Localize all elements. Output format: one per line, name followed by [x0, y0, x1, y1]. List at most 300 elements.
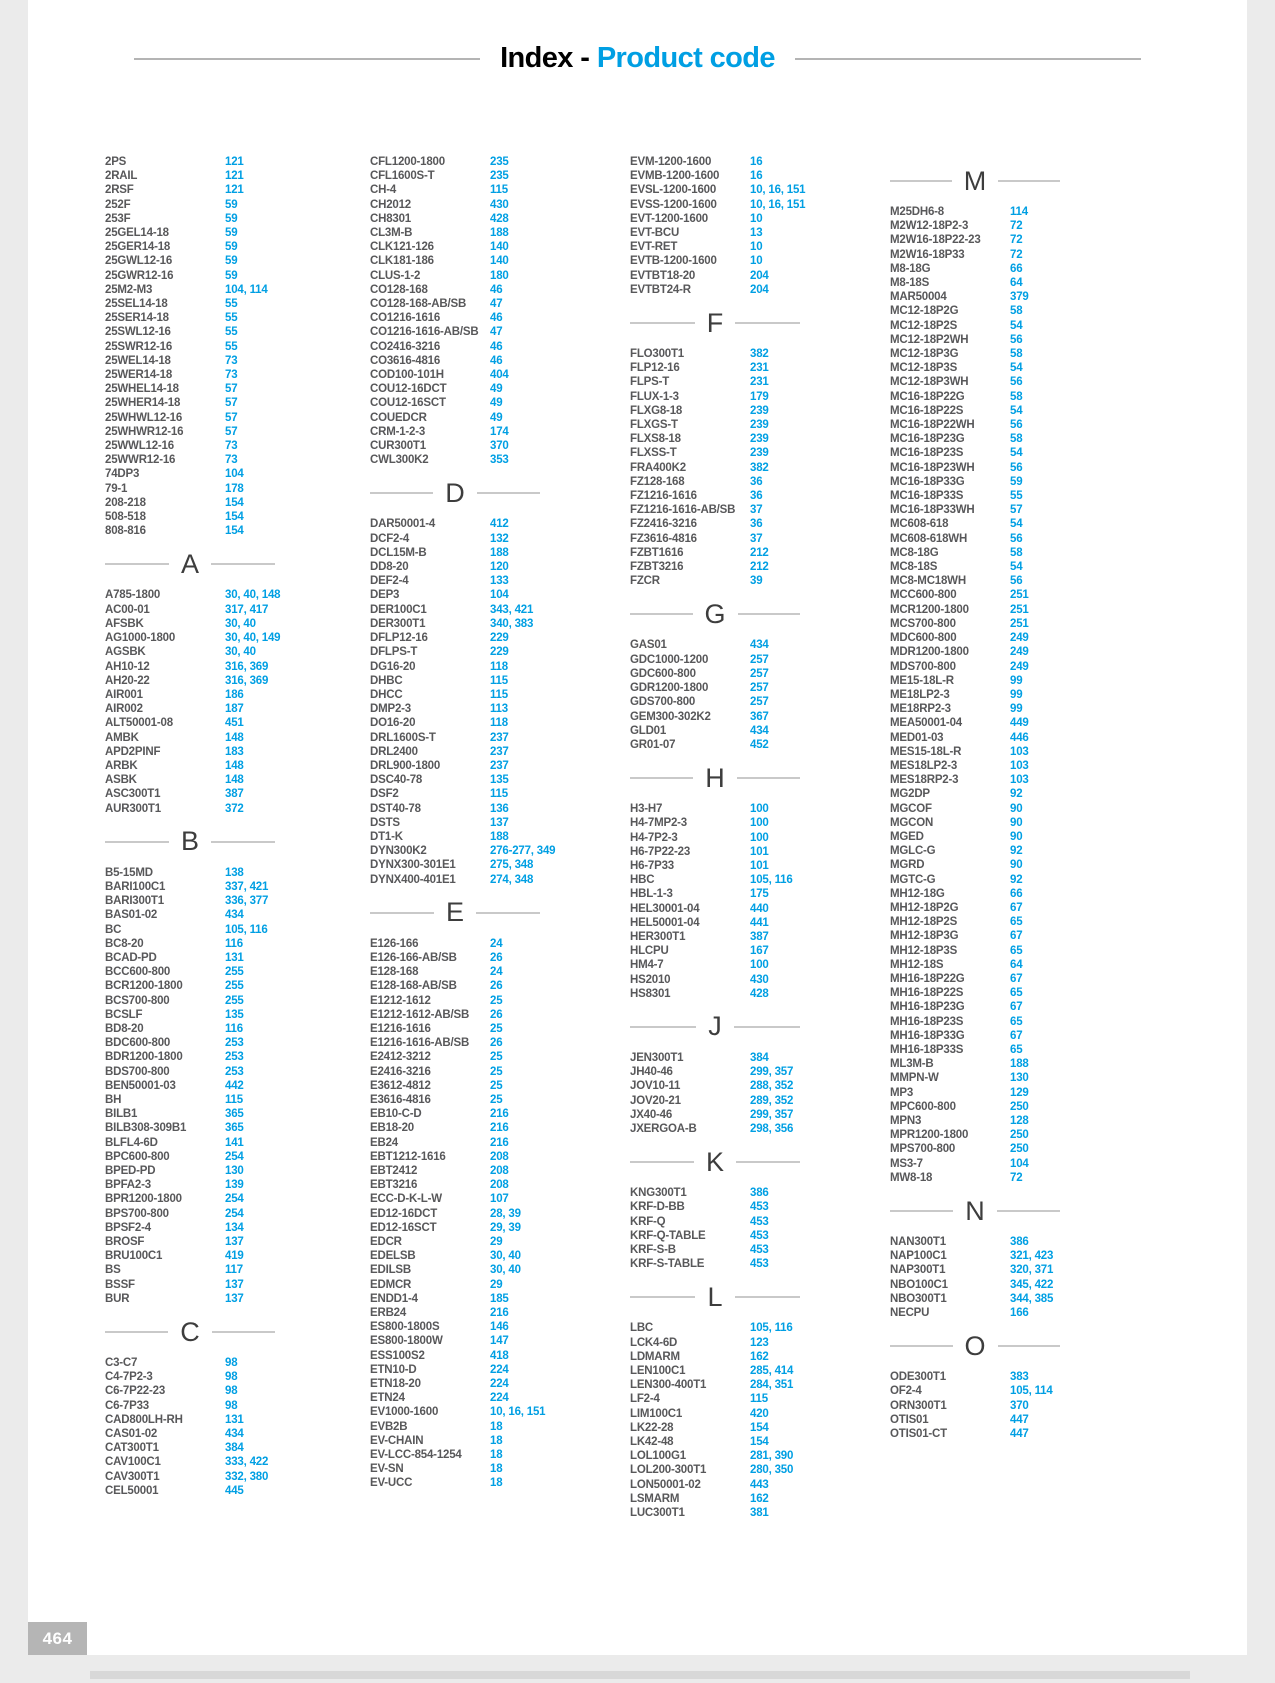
index-entry: [890, 787, 1130, 801]
entry-pages: 13: [750, 227, 763, 240]
entry-pages: 115: [225, 1093, 243, 1106]
entry-code: MC16-18P22G: [890, 390, 965, 403]
entry-code: A785-1800: [105, 589, 161, 602]
index-entry: [630, 1392, 870, 1406]
entry-pages: 251: [1010, 589, 1029, 602]
entry-pages: 49: [490, 397, 503, 410]
index-entry: [370, 1121, 610, 1135]
index-entry: [105, 439, 345, 453]
entry-pages: 98: [225, 1399, 238, 1412]
index-entry: [370, 283, 610, 297]
entry-pages: 251: [1010, 603, 1029, 616]
index-entry: [890, 958, 1130, 972]
entry-code: ARBK: [105, 759, 138, 772]
index-entry: [890, 1171, 1130, 1185]
entry-pages: 56: [1010, 461, 1023, 474]
index-entry: [890, 233, 1130, 247]
entry-code: CAT300T1: [105, 1442, 159, 1455]
entry-pages: 92: [1010, 788, 1023, 801]
entry-code: FZ2416-3216: [630, 518, 697, 531]
entry-pages: 274, 348: [490, 873, 534, 886]
entry-code: DRL900-1800: [370, 759, 441, 772]
index-entry: [630, 461, 870, 475]
entry-code: DD8-20: [370, 561, 409, 574]
index-entry: [105, 745, 345, 759]
index-entry: [370, 169, 610, 183]
entry-pages: 26: [490, 1037, 503, 1050]
entry-code: MH12-18P3G: [890, 930, 959, 943]
index-entry: [890, 517, 1130, 531]
entry-code: BROSF: [105, 1236, 145, 1249]
entry-pages: 188: [490, 227, 509, 240]
index-entry: [890, 802, 1130, 816]
entry-code: LEN300-400T1: [630, 1379, 707, 1392]
entry-pages: 257: [750, 667, 769, 680]
entry-code: COD100-101H: [370, 369, 444, 382]
entry-pages: 90: [1010, 859, 1023, 872]
entry-pages: 56: [1010, 376, 1023, 389]
index-entry: [630, 1378, 870, 1392]
index-entry: [630, 347, 870, 361]
entry-code: 25WHWR12-16: [105, 425, 184, 438]
index-entry: [105, 617, 345, 631]
entry-pages: 30, 40, 149: [225, 632, 281, 645]
entry-pages: 128: [1010, 1115, 1029, 1127]
index-entry: [105, 1235, 345, 1249]
entry-code: ME18LP2-3: [890, 688, 950, 701]
index-entry: [370, 802, 610, 816]
index-entry: [105, 382, 345, 396]
entry-code: GLD01: [630, 724, 667, 737]
entry-code: EDMCR: [370, 1278, 412, 1291]
index-entry: [890, 1413, 1130, 1427]
index-entry: [890, 759, 1130, 773]
index-entry: [105, 1136, 345, 1150]
entry-pages: 250: [1010, 1143, 1029, 1156]
entry-code: CFL1600S-T: [370, 170, 435, 183]
index-entry: [105, 226, 345, 240]
entry-code: ERB24: [370, 1307, 407, 1320]
index-entry: [370, 1434, 610, 1448]
entry-code: MED01-03: [890, 731, 944, 744]
entry-pages: 117: [225, 1264, 243, 1277]
entry-code: CH-4: [370, 184, 397, 197]
entry-code: CAV300T1: [105, 1470, 160, 1483]
entry-pages: 90: [1010, 802, 1023, 815]
section-header-H: [630, 763, 800, 793]
index-entry: [370, 645, 610, 659]
entry-pages: 289, 352: [750, 1094, 794, 1107]
entry-code: CO1216-1616-AB/SB: [370, 326, 479, 339]
entry-code: BLFL4-6D: [105, 1136, 158, 1149]
entry-pages: 208: [490, 1179, 509, 1192]
section-line: [630, 322, 695, 324]
index-entry: [630, 532, 870, 546]
page-title-blue: Product code: [596, 42, 775, 74]
entry-pages: 25: [490, 1051, 503, 1064]
entry-pages: 367: [750, 710, 769, 723]
index-entry: [890, 1399, 1130, 1413]
entry-pages: 49: [490, 383, 503, 396]
index-entry: [370, 1448, 610, 1462]
entry-code: LEN100C1: [630, 1365, 686, 1377]
index-entry: [370, 844, 610, 858]
entry-code: CAS01-02: [105, 1428, 158, 1441]
index-entry: [370, 1349, 610, 1363]
entry-code: BCS700-800: [105, 994, 170, 1007]
entry-pages: 255: [225, 980, 244, 993]
index-entry: [630, 845, 870, 859]
index-entry: [630, 1200, 870, 1214]
entry-code: BILB308-309B1: [105, 1122, 187, 1135]
index-entry: [890, 887, 1130, 901]
index-entry: [105, 802, 345, 816]
entry-pages: 166: [1010, 1307, 1029, 1320]
entry-pages: 235: [490, 156, 509, 168]
index-entry: [370, 1065, 610, 1079]
index-entry: [890, 446, 1130, 460]
entry-pages: 25: [490, 1065, 503, 1078]
index-entry: [630, 254, 870, 268]
index-entry: [890, 915, 1130, 929]
entry-pages: 103: [1010, 745, 1029, 758]
section-line: [998, 1345, 1061, 1347]
entry-pages: 224: [490, 1378, 509, 1391]
index-entry: [105, 688, 345, 702]
index-entry: [890, 873, 1130, 887]
index-entry: [105, 880, 345, 894]
index-entry: [370, 382, 610, 396]
section-line: [211, 841, 275, 843]
entry-pages: 28, 39: [490, 1207, 521, 1220]
title-line-right: [795, 58, 1141, 60]
index-entry: [630, 361, 870, 375]
entry-pages: 18: [490, 1434, 503, 1447]
index-entry: [630, 1478, 870, 1492]
entry-code: MH12-18P2G: [890, 901, 959, 914]
entry-pages: 162: [750, 1492, 769, 1505]
index-entry: [105, 1263, 345, 1277]
entry-code: HLCPU: [630, 945, 669, 958]
entry-pages: 254: [225, 1207, 244, 1220]
index-entry: [890, 773, 1130, 787]
index-entry: [630, 816, 870, 830]
index-entry: [890, 546, 1130, 560]
entry-pages: 115: [750, 1393, 768, 1406]
section-line: [105, 1331, 168, 1333]
entry-code: BILB1: [105, 1108, 138, 1121]
index-entry: [890, 1100, 1130, 1114]
page-title-black: Index -: [500, 42, 590, 74]
index-entry: [370, 951, 610, 965]
index-entry: [370, 745, 610, 759]
index-entry: [630, 1094, 870, 1108]
index-entry: [890, 290, 1130, 304]
entry-code: DSF2: [370, 788, 399, 801]
entry-pages: 344, 385: [1010, 1292, 1054, 1305]
index-entry: [630, 653, 870, 667]
entry-code: MS3-7: [890, 1157, 923, 1170]
index-entry: [890, 1086, 1130, 1100]
entry-code: DT1-K: [370, 830, 403, 843]
entry-pages: 56: [1010, 532, 1023, 545]
index-entry: [630, 695, 870, 709]
entry-pages: 25: [490, 1079, 503, 1092]
entry-code: ETN24: [370, 1392, 405, 1405]
entry-code: JOV20-21: [630, 1094, 681, 1107]
index-entry: [370, 1278, 610, 1292]
index-entry: [890, 1278, 1130, 1292]
index-entry: [890, 972, 1130, 986]
entry-pages: 284, 351: [750, 1379, 794, 1392]
index-entry: [370, 816, 610, 830]
entry-code: EBT3216: [370, 1179, 418, 1192]
entry-code: CLK121-126: [370, 241, 434, 254]
entry-code: LIM100C1: [630, 1407, 683, 1420]
index-entry: [105, 1441, 345, 1455]
index-entry: [370, 1050, 610, 1064]
index-entry: [630, 802, 870, 816]
entry-pages: 36: [750, 490, 763, 503]
entry-code: BSSF: [105, 1278, 135, 1291]
entry-pages: 299, 357: [750, 1066, 794, 1079]
entry-pages: 254: [225, 1150, 244, 1163]
index-entry: [105, 496, 345, 510]
entry-code: 25GWL12-16: [105, 255, 173, 268]
entry-pages: 237: [490, 731, 509, 744]
index-entry: [630, 1492, 870, 1506]
entry-code: EDILSB: [370, 1264, 411, 1277]
entry-pages: 105, 114: [1010, 1385, 1053, 1398]
index-entry: [370, 240, 610, 254]
entry-code: LDMARM: [630, 1350, 680, 1363]
entry-code: E126-166-AB/SB: [370, 951, 457, 964]
index-entry: [630, 1257, 870, 1271]
entry-code: AH10-12: [105, 660, 150, 673]
entry-code: EVT-RET: [630, 241, 678, 254]
entry-pages: 453: [750, 1201, 769, 1214]
index-entry: [890, 702, 1130, 716]
entry-pages: 276-277, 349: [490, 845, 556, 858]
section-letter: E: [446, 897, 465, 928]
entry-code: GAS01: [630, 639, 667, 652]
entry-code: MC608-618WH: [890, 532, 968, 545]
index-entry: [890, 1029, 1130, 1043]
section-letter: B: [181, 826, 200, 857]
index-entry: [890, 333, 1130, 347]
entry-pages: 54: [1010, 404, 1023, 417]
index-entry: [890, 304, 1130, 318]
entry-code: 208-218: [105, 496, 146, 509]
entry-pages: 46: [490, 283, 503, 296]
section-header-E: [370, 898, 540, 928]
entry-code: EBT1212-1616: [370, 1150, 446, 1163]
section-letter: H: [705, 762, 725, 793]
entry-code: BD8-20: [105, 1022, 144, 1035]
index-entry: [105, 908, 345, 922]
entry-code: 25WWL12-16: [105, 440, 174, 453]
entry-code: DER100C1: [370, 603, 427, 616]
entry-code: GDS700-800: [630, 696, 696, 709]
entry-pages: 135: [225, 1008, 244, 1021]
entry-pages: 57: [225, 383, 238, 396]
entry-pages: 46: [490, 354, 503, 367]
entry-code: BDC600-800: [105, 1037, 171, 1050]
index-entry: [105, 1399, 345, 1413]
entry-pages: 280, 350: [750, 1464, 794, 1477]
entry-pages: 105, 116: [225, 923, 268, 936]
entry-code: CH8301: [370, 212, 411, 225]
entry-code: AFSBK: [105, 617, 144, 630]
section-header-F: [630, 308, 800, 338]
index-entry: [105, 1008, 345, 1022]
index-entry: [630, 1079, 870, 1093]
entry-code: 808-816: [105, 525, 146, 538]
index-entry: [105, 1384, 345, 1398]
index-entry: [630, 1463, 870, 1477]
entry-pages: 445: [225, 1484, 244, 1497]
entry-pages: 418: [490, 1349, 509, 1362]
entry-code: EV-SN: [370, 1463, 404, 1476]
entry-code: CRM-1-2-3: [370, 425, 426, 438]
entry-code: KRF-D-BB: [630, 1201, 685, 1214]
entry-pages: 56: [1010, 333, 1023, 346]
entry-pages: 188: [490, 546, 509, 559]
entry-code: OTIS01: [890, 1413, 929, 1426]
index-entry: [370, 1391, 610, 1405]
index-entry: [105, 453, 345, 467]
entry-pages: 10: [750, 255, 763, 268]
index-entry: [105, 269, 345, 283]
index-entry: [890, 603, 1130, 617]
entry-code: DCF2-4: [370, 532, 410, 545]
entry-pages: 113: [490, 703, 508, 716]
page-title: [500, 44, 775, 73]
section-header-O: [890, 1331, 1060, 1361]
entry-pages: 24: [490, 966, 503, 979]
entry-code: BCC600-800: [105, 966, 171, 979]
index-entry: [890, 1015, 1130, 1029]
index-entry: [370, 325, 610, 339]
section-line: [630, 1296, 695, 1298]
entry-code: MH16-18P22S: [890, 987, 964, 1000]
section-line: [735, 1296, 800, 1298]
entry-pages: 154: [750, 1436, 769, 1449]
entry-pages: 447: [1010, 1413, 1029, 1426]
entry-pages: 25: [490, 994, 503, 1007]
index-entry: [105, 311, 345, 325]
entry-pages: 419: [225, 1250, 244, 1263]
entry-code: JX40-46: [630, 1108, 673, 1121]
entry-code: EVTBT18-20: [630, 269, 696, 282]
section-header-L: [630, 1282, 800, 1312]
index-entry: [890, 1057, 1130, 1071]
section-line: [630, 777, 693, 779]
index-entry: [370, 517, 610, 531]
entry-pages: 179: [750, 390, 769, 403]
entry-code: MC8-18S: [890, 561, 938, 574]
entry-pages: 235: [490, 170, 509, 183]
entry-code: BDR1200-1800: [105, 1051, 183, 1064]
index-entry: [370, 340, 610, 354]
section-letter: N: [965, 1195, 985, 1226]
index-entry: [630, 681, 870, 695]
entry-code: BPED-PD: [105, 1165, 156, 1177]
index-entry: [105, 325, 345, 339]
entry-pages: 47: [490, 326, 503, 339]
entry-pages: 428: [490, 212, 509, 225]
entry-pages: 134: [225, 1221, 244, 1234]
index-entry: [630, 1336, 870, 1350]
index-entry: [105, 894, 345, 908]
entry-pages: 148: [225, 759, 244, 772]
section-letter: M: [963, 165, 987, 196]
entry-code: NAP300T1: [890, 1264, 946, 1277]
entry-pages: 138: [225, 866, 244, 879]
entry-code: 2PS: [105, 156, 127, 168]
entry-code: MAR50004: [890, 291, 947, 304]
entry-code: EV1000-1600: [370, 1406, 439, 1419]
entry-code: ASBK: [105, 774, 137, 787]
entry-code: 2RAIL: [105, 170, 138, 183]
index-entry: [630, 404, 870, 418]
entry-code: LOL200-300T1: [630, 1464, 707, 1477]
index-entry: [370, 574, 610, 588]
index-entry: [630, 155, 870, 169]
entry-code: 25WHEL14-18: [105, 383, 179, 396]
index-entry: [890, 631, 1130, 645]
entry-code: MPN3: [890, 1115, 922, 1127]
entry-code: C4-7P2-3: [105, 1371, 153, 1384]
index-entry: [630, 517, 870, 531]
index-entry: [370, 1008, 610, 1022]
entry-code: NBO300T1: [890, 1292, 947, 1305]
entry-code: EVB2B: [370, 1420, 408, 1433]
entry-pages: 281, 390: [750, 1450, 794, 1463]
index-column-4: [890, 155, 1130, 1441]
entry-pages: 29: [490, 1236, 503, 1249]
entry-code: EB18-20: [370, 1122, 414, 1135]
index-entry: [370, 453, 610, 467]
entry-pages: 25: [490, 1093, 503, 1106]
entry-code: HBC: [630, 874, 655, 887]
index-entry: [370, 1420, 610, 1434]
entry-code: 25SER14-18: [105, 312, 169, 325]
entry-code: MH16-18P23G: [890, 1001, 965, 1014]
entry-code: HEL50001-04: [630, 916, 700, 929]
entry-code: LUC300T1: [630, 1507, 685, 1520]
index-entry: [105, 169, 345, 183]
index-entry: [370, 716, 610, 730]
entry-code: DSC40-78: [370, 774, 423, 787]
index-entry: [105, 1370, 345, 1384]
entry-code: CLUS-1-2: [370, 269, 421, 282]
index-entry: [890, 489, 1130, 503]
entry-code: EV-LCC-854-1254: [370, 1449, 462, 1462]
section-letter: O: [964, 1330, 986, 1361]
entry-pages: 453: [750, 1229, 769, 1242]
index-entry: [630, 902, 870, 916]
entry-pages: 255: [225, 994, 244, 1007]
entry-pages: 30, 40: [490, 1264, 521, 1277]
index-entry: [630, 930, 870, 944]
index-entry: [630, 198, 870, 212]
entry-code: CLK181-186: [370, 255, 434, 268]
entry-code: DHBC: [370, 674, 403, 687]
index-entry: [630, 283, 870, 297]
entry-pages: 216: [490, 1307, 509, 1320]
entry-pages: 216: [490, 1108, 509, 1121]
